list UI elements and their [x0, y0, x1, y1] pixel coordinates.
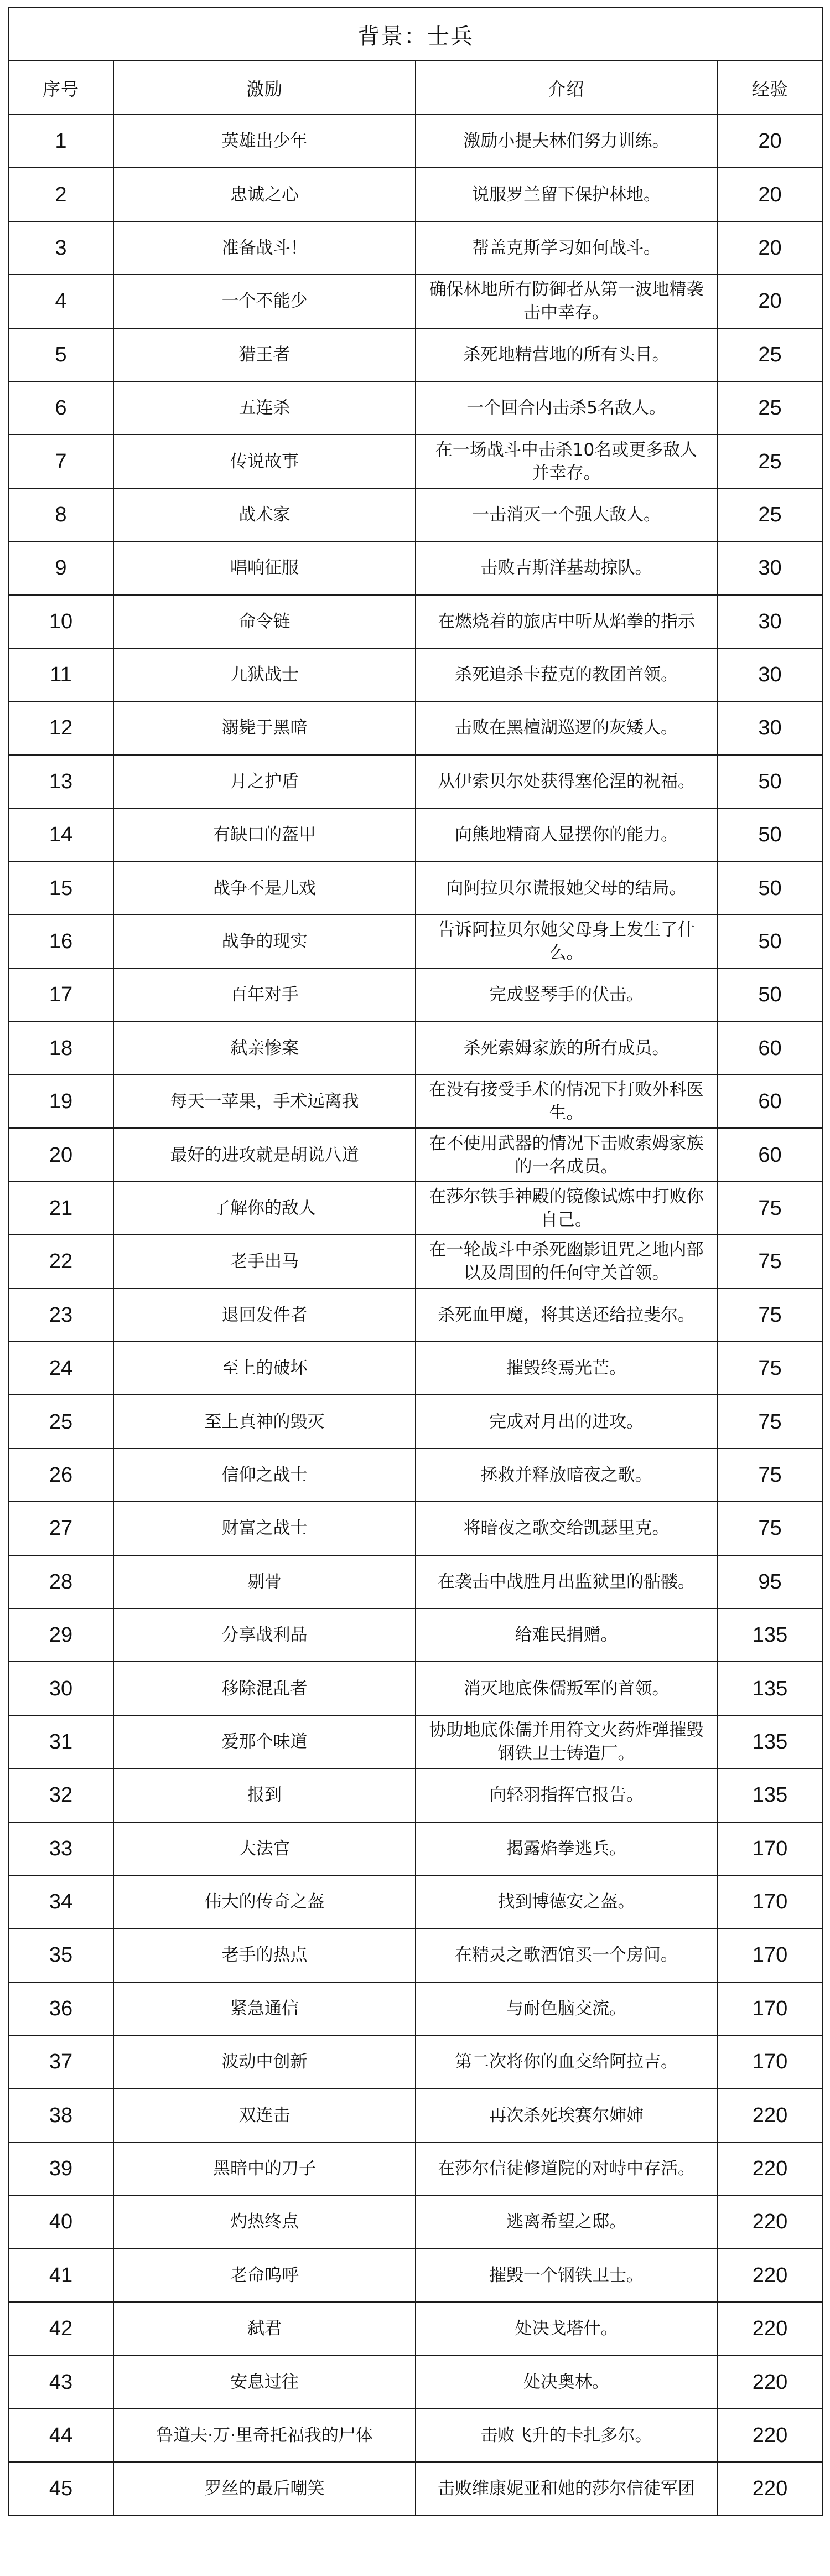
cell-name: 每天一苹果，手术远离我 [113, 1075, 416, 1128]
cell-name: 百年对手 [113, 968, 416, 1021]
cell-description: 杀死地精营地的所有头目。 [416, 328, 717, 381]
cell-description: 将暗夜之歌交给凯瑟里克。 [416, 1502, 717, 1555]
cell-description: 在精灵之歌酒馆买一个房间。 [416, 1928, 717, 1982]
cell-description: 在莎尔信徒修道院的对峙中存活。 [416, 2142, 717, 2195]
cell-index: 35 [8, 1928, 113, 1982]
cell-description: 在一轮战斗中杀死幽影诅咒之地内部以及周围的任何守关首领。 [416, 1235, 717, 1288]
column-header-name: 激励 [113, 61, 416, 115]
table-row [8, 1982, 823, 2035]
cell-index: 41 [8, 2249, 113, 2302]
table-row [8, 1235, 823, 1288]
cell-description: 在袭击中战胜月出监狱里的骷髅。 [416, 1555, 717, 1608]
cell-exp: 135 [717, 1715, 823, 1768]
cell-description: 拯救并释放暗夜之歌。 [416, 1449, 717, 1502]
cell-description: 摧毁一个钢铁卫士。 [416, 2249, 717, 2302]
cell-index: 37 [8, 2035, 113, 2088]
table-row [8, 1182, 823, 1235]
cell-exp: 75 [717, 1449, 823, 1502]
table-row [8, 1555, 823, 1608]
table-row [8, 968, 823, 1021]
cell-index: 20 [8, 1128, 113, 1181]
cell-description: 处决戈塔什。 [416, 2302, 717, 2355]
table-row [8, 1395, 823, 1448]
cell-description: 一击消灭一个强大敌人。 [416, 488, 717, 541]
table-body [8, 115, 823, 2516]
cell-description: 与耐色脑交流。 [416, 1982, 717, 2035]
table-row [8, 1022, 823, 1075]
cell-index: 16 [8, 915, 113, 968]
cell-index: 17 [8, 968, 113, 1021]
cell-index: 25 [8, 1395, 113, 1448]
cell-exp: 50 [717, 968, 823, 1021]
cell-name: 移除混乱者 [113, 1662, 416, 1715]
table-row [8, 861, 823, 914]
cell-index: 3 [8, 221, 113, 275]
cell-name: 最好的进攻就是胡说八道 [113, 1128, 416, 1181]
cell-name: 了解你的敌人 [113, 1182, 416, 1235]
cell-name: 战争不是儿戏 [113, 861, 416, 914]
cell-index: 11 [8, 648, 113, 701]
column-header-exp: 经验 [717, 61, 823, 115]
cell-name: 安息过往 [113, 2355, 416, 2408]
cell-index: 33 [8, 1822, 113, 1875]
cell-index: 43 [8, 2355, 113, 2408]
cell-index: 10 [8, 595, 113, 648]
table-row [8, 115, 823, 168]
cell-name: 英雄出少年 [113, 115, 416, 168]
table-row [8, 595, 823, 648]
cell-name: 猎王者 [113, 328, 416, 381]
cell-exp: 50 [717, 915, 823, 968]
cell-exp: 20 [717, 115, 823, 168]
header-row [8, 61, 823, 115]
table-row [8, 1289, 823, 1342]
cell-name: 至上真神的毁灭 [113, 1395, 416, 1448]
table-row [8, 1075, 823, 1128]
cell-description: 说服罗兰留下保护林地。 [416, 168, 717, 221]
achievement-table [8, 7, 823, 2516]
column-header-index: 序号 [8, 61, 113, 115]
table-row [8, 915, 823, 968]
cell-description: 向阿拉贝尔谎报她父母的结局。 [416, 861, 717, 914]
table-row [8, 1128, 823, 1181]
cell-name: 信仰之战士 [113, 1449, 416, 1502]
cell-exp: 75 [717, 1342, 823, 1395]
cell-index: 30 [8, 1662, 113, 1715]
cell-index: 38 [8, 2088, 113, 2142]
cell-exp: 170 [717, 1928, 823, 1982]
cell-exp: 20 [717, 275, 823, 328]
cell-description: 击败维康妮亚和她的莎尔信徒军团 [416, 2462, 717, 2515]
table-row [8, 2409, 823, 2462]
cell-description: 完成竖琴手的伏击。 [416, 968, 717, 1021]
cell-name: 战争的现实 [113, 915, 416, 968]
cell-name: 退回发件者 [113, 1289, 416, 1342]
cell-name: 九狱战士 [113, 648, 416, 701]
cell-description: 确保林地所有防御者从第一波地精袭击中幸存。 [416, 275, 717, 328]
achievement-sheet [8, 7, 822, 2516]
cell-exp: 20 [717, 168, 823, 221]
cell-description: 在莎尔铁手神殿的镜像试炼中打败你自己。 [416, 1182, 717, 1235]
cell-exp: 220 [717, 2142, 823, 2195]
cell-exp: 75 [717, 1502, 823, 1555]
table-row [8, 2355, 823, 2408]
cell-name: 伟大的传奇之盔 [113, 1875, 416, 1928]
cell-index: 4 [8, 275, 113, 328]
cell-exp: 30 [717, 595, 823, 648]
cell-description: 击败在黑檀湖巡逻的灰矮人。 [416, 701, 717, 754]
cell-exp: 60 [717, 1022, 823, 1075]
cell-description: 告诉阿拉贝尔她父母身上发生了什么。 [416, 915, 717, 968]
cell-exp: 170 [717, 1982, 823, 2035]
cell-name: 鲁道夫·万·里奇托福我的尸体 [113, 2409, 416, 2462]
cell-exp: 60 [717, 1075, 823, 1128]
cell-index: 40 [8, 2195, 113, 2248]
cell-exp: 75 [717, 1395, 823, 1448]
cell-name: 老命呜呼 [113, 2249, 416, 2302]
cell-name: 老手的热点 [113, 1928, 416, 1982]
table-row [8, 2088, 823, 2142]
cell-name: 爱那个味道 [113, 1715, 416, 1768]
cell-description: 在不使用武器的情况下击败索姆家族的一名成员。 [416, 1128, 717, 1181]
cell-index: 26 [8, 1449, 113, 1502]
table-row [8, 808, 823, 861]
cell-exp: 25 [717, 434, 823, 488]
table-row [8, 1662, 823, 1715]
cell-index: 7 [8, 434, 113, 488]
table-row [8, 1342, 823, 1395]
cell-description: 在一场战斗中击杀10名或更多敌人并幸存。 [416, 434, 717, 488]
cell-exp: 135 [717, 1608, 823, 1662]
cell-exp: 50 [717, 861, 823, 914]
cell-name: 准备战斗！ [113, 221, 416, 275]
cell-index: 27 [8, 1502, 113, 1555]
cell-exp: 50 [717, 808, 823, 861]
table-row [8, 541, 823, 594]
cell-index: 28 [8, 1555, 113, 1608]
cell-index: 1 [8, 115, 113, 168]
cell-name: 传说故事 [113, 434, 416, 488]
title-row [8, 8, 823, 61]
cell-exp: 220 [717, 2409, 823, 2462]
cell-name: 忠诚之心 [113, 168, 416, 221]
cell-exp: 25 [717, 328, 823, 381]
cell-exp: 135 [717, 1662, 823, 1715]
table-row [8, 701, 823, 754]
table-row [8, 221, 823, 275]
cell-name: 灼热终点 [113, 2195, 416, 2248]
cell-index: 39 [8, 2142, 113, 2195]
cell-description: 在燃烧着的旅店中听从焰拳的指示 [416, 595, 717, 648]
table-row [8, 648, 823, 701]
cell-index: 42 [8, 2302, 113, 2355]
cell-exp: 170 [717, 1875, 823, 1928]
cell-index: 15 [8, 861, 113, 914]
cell-description: 摧毁终焉光芒。 [416, 1342, 717, 1395]
cell-description: 向熊地精商人显摆你的能力。 [416, 808, 717, 861]
cell-name: 一个不能少 [113, 275, 416, 328]
cell-exp: 170 [717, 2035, 823, 2088]
table-row [8, 1875, 823, 1928]
table-row [8, 1768, 823, 1822]
cell-index: 14 [8, 808, 113, 861]
table-row [8, 755, 823, 808]
cell-index: 18 [8, 1022, 113, 1075]
cell-description: 找到博德安之盔。 [416, 1875, 717, 1928]
cell-name: 五连杀 [113, 381, 416, 434]
cell-name: 战术家 [113, 488, 416, 541]
cell-index: 6 [8, 381, 113, 434]
cell-description: 激励小提夫林们努力训练。 [416, 115, 717, 168]
cell-name: 至上的破坏 [113, 1342, 416, 1395]
cell-name: 唱响征服 [113, 541, 416, 594]
cell-description: 击败吉斯洋基劫掠队。 [416, 541, 717, 594]
cell-description: 向轻羽指挥官报告。 [416, 1768, 717, 1822]
cell-exp: 170 [717, 1822, 823, 1875]
cell-exp: 25 [717, 381, 823, 434]
cell-exp: 135 [717, 1768, 823, 1822]
table-row [8, 1502, 823, 1555]
cell-index: 45 [8, 2462, 113, 2515]
cell-description: 逃离希望之邸。 [416, 2195, 717, 2248]
table-row [8, 1715, 823, 1768]
cell-name: 大法官 [113, 1822, 416, 1875]
table-title: 背景：士兵 [8, 8, 823, 61]
column-header-description: 介绍 [416, 61, 717, 115]
cell-description: 给难民捐赠。 [416, 1608, 717, 1662]
table-row [8, 2462, 823, 2515]
cell-description: 从伊索贝尔处获得塞伦涅的祝福。 [416, 755, 717, 808]
cell-index: 22 [8, 1235, 113, 1288]
cell-description: 再次杀死埃赛尔婶婶 [416, 2088, 717, 2142]
cell-name: 剔骨 [113, 1555, 416, 1608]
table-row [8, 2195, 823, 2248]
cell-name: 弑君 [113, 2302, 416, 2355]
cell-description: 消灭地底侏儒叛军的首领。 [416, 1662, 717, 1715]
table-row [8, 1822, 823, 1875]
cell-exp: 220 [717, 2355, 823, 2408]
cell-exp: 220 [717, 2249, 823, 2302]
cell-description: 第二次将你的血交给阿拉吉。 [416, 2035, 717, 2088]
cell-name: 罗丝的最后嘲笑 [113, 2462, 416, 2515]
cell-name: 波动中创新 [113, 2035, 416, 2088]
table-row [8, 275, 823, 328]
cell-exp: 30 [717, 541, 823, 594]
table-row [8, 1608, 823, 1662]
cell-index: 21 [8, 1182, 113, 1235]
cell-index: 5 [8, 328, 113, 381]
cell-name: 财富之战士 [113, 1502, 416, 1555]
cell-exp: 75 [717, 1289, 823, 1342]
cell-index: 13 [8, 755, 113, 808]
table-row [8, 2302, 823, 2355]
cell-index: 29 [8, 1608, 113, 1662]
cell-name: 分享战利品 [113, 1608, 416, 1662]
cell-description: 杀死血甲魔，将其送还给拉斐尔。 [416, 1289, 717, 1342]
cell-name: 命令链 [113, 595, 416, 648]
cell-exp: 75 [717, 1182, 823, 1235]
cell-exp: 95 [717, 1555, 823, 1608]
cell-exp: 20 [717, 221, 823, 275]
cell-index: 19 [8, 1075, 113, 1128]
table-row [8, 1928, 823, 1982]
cell-name: 有缺口的盔甲 [113, 808, 416, 861]
cell-index: 32 [8, 1768, 113, 1822]
cell-description: 击败飞升的卡扎多尔。 [416, 2409, 717, 2462]
table-row [8, 2142, 823, 2195]
table-row [8, 2249, 823, 2302]
cell-name: 黑暗中的刀子 [113, 2142, 416, 2195]
cell-description: 揭露焰拳逃兵。 [416, 1822, 717, 1875]
cell-index: 23 [8, 1289, 113, 1342]
table-row [8, 434, 823, 488]
cell-name: 双连击 [113, 2088, 416, 2142]
cell-name: 弑亲惨案 [113, 1022, 416, 1075]
cell-description: 杀死追杀卡菈克的教团首领。 [416, 648, 717, 701]
cell-exp: 60 [717, 1128, 823, 1181]
cell-index: 12 [8, 701, 113, 754]
table-row [8, 381, 823, 434]
cell-index: 36 [8, 1982, 113, 2035]
cell-index: 31 [8, 1715, 113, 1768]
cell-name: 老手出马 [113, 1235, 416, 1288]
cell-exp: 220 [717, 2302, 823, 2355]
table-row [8, 168, 823, 221]
cell-index: 9 [8, 541, 113, 594]
cell-description: 帮盖克斯学习如何战斗。 [416, 221, 717, 275]
cell-description: 完成对月出的进攻。 [416, 1395, 717, 1448]
cell-exp: 75 [717, 1235, 823, 1288]
cell-description: 杀死索姆家族的所有成员。 [416, 1022, 717, 1075]
table-row [8, 1449, 823, 1502]
cell-index: 2 [8, 168, 113, 221]
cell-exp: 220 [717, 2088, 823, 2142]
cell-exp: 220 [717, 2462, 823, 2515]
cell-exp: 50 [717, 755, 823, 808]
table-row [8, 488, 823, 541]
cell-exp: 220 [717, 2195, 823, 2248]
cell-index: 8 [8, 488, 113, 541]
cell-index: 34 [8, 1875, 113, 1928]
cell-name: 月之护盾 [113, 755, 416, 808]
table-row [8, 328, 823, 381]
cell-description: 在没有接受手术的情况下打败外科医生。 [416, 1075, 717, 1128]
table-row [8, 2035, 823, 2088]
cell-name: 紧急通信 [113, 1982, 416, 2035]
cell-name: 溺毙于黑暗 [113, 701, 416, 754]
cell-index: 44 [8, 2409, 113, 2462]
cell-index: 24 [8, 1342, 113, 1395]
cell-description: 处决奥林。 [416, 2355, 717, 2408]
cell-exp: 25 [717, 488, 823, 541]
cell-name: 报到 [113, 1768, 416, 1822]
cell-exp: 30 [717, 701, 823, 754]
cell-description: 协助地底侏儒并用符文火药炸弹摧毁钢铁卫士铸造厂。 [416, 1715, 717, 1768]
cell-exp: 30 [717, 648, 823, 701]
cell-description: 一个回合内击杀5名敌人。 [416, 381, 717, 434]
